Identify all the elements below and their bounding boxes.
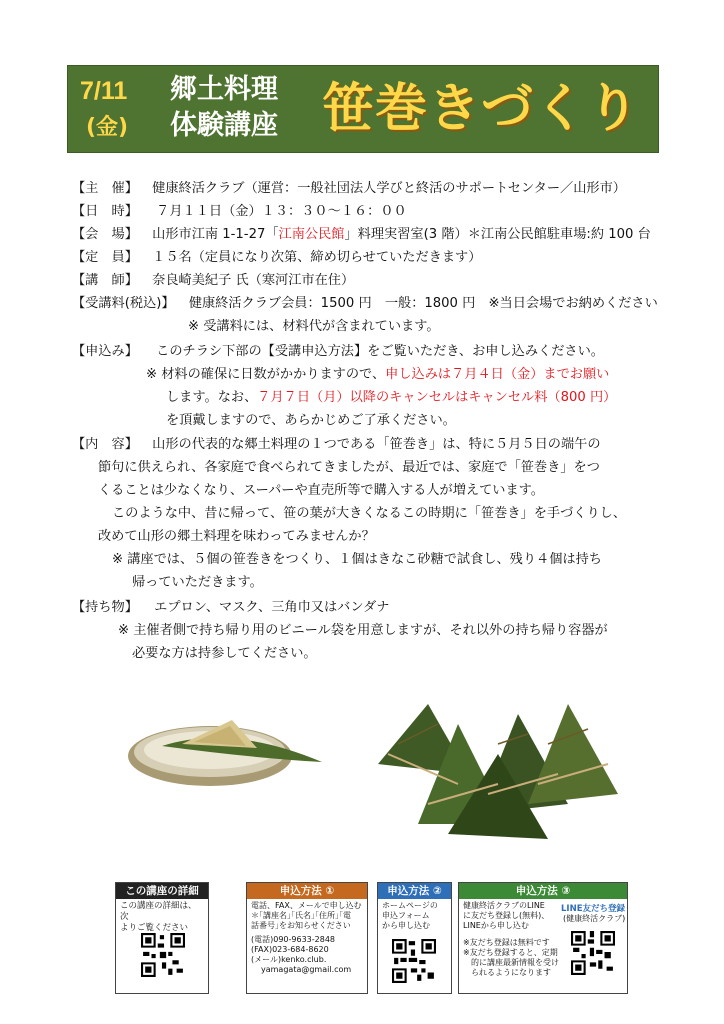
content-note2: 帰っていただきます。: [132, 575, 263, 590]
method3-note2: ※友だち登録すると、定期: [463, 947, 558, 957]
fee-text: 健康終活クラブ会員：1500 円 一般：1800 円 ※当日会場でお納めください: [188, 296, 658, 311]
method3-note4: られるようになります: [471, 968, 551, 978]
event-weekday: (金): [86, 115, 129, 140]
venue-post: 」料理実習室(3 階）＊江南公民館駐車場:約 100 台: [344, 227, 651, 242]
method2-box: [377, 882, 452, 994]
capacity-label: 【定 員】: [72, 250, 138, 265]
bring-note1: ※ 主催者側で持ち帰り用のビニール袋を用意しますが、それ以外の持ち帰り容器が: [118, 623, 608, 638]
subtitle-line2: 体験講座: [170, 110, 278, 141]
content-line3: くることは少なくなり、スーパーや直売所等で購入する人が増えています。: [98, 483, 544, 498]
phone-number[interactable]: (電話)090-9633-2848: [251, 934, 336, 944]
date-label: 【日 時】: [72, 204, 138, 219]
fee-label: 【受講料(税込)】: [72, 296, 175, 311]
venue-pre: 山形市江南 1-1-27「: [152, 227, 279, 242]
line-register-sub: (健康終活クラブ): [563, 914, 626, 923]
method1-line2: ＊｢講座名｣｢氏名｣｢住所｣｢電: [251, 911, 351, 921]
date-row: [72, 203, 407, 221]
fee-row: [72, 295, 658, 313]
capacity-row: [72, 249, 481, 267]
content-label: 【内 容】: [72, 437, 138, 452]
apply-note-line3: を頂戴しますので、あらかじめご了承ください。: [166, 413, 456, 428]
date-text: ７月１１日（金）１３：３０～１６：００: [156, 204, 407, 219]
method3-line3: LINEから申し込む: [463, 921, 529, 931]
details-line1: この講座の詳細は、次: [120, 901, 197, 922]
line-qr-code[interactable]: [571, 931, 615, 975]
bring-note2: 必要な方は持参してください。: [132, 646, 317, 661]
host-row: [72, 180, 626, 198]
sasamaki-bundle-photo: [358, 684, 626, 844]
venue-label: 【会 場】: [72, 227, 138, 242]
content-line1: 山形の代表的な郷土料理の１つである「笹巻き」は、特に５月５日の端午の: [152, 437, 601, 452]
method2-line3: から申し込む: [382, 921, 430, 931]
method2-body: [378, 899, 451, 934]
apply-deadline: 申し込みは７月４日（金）までお願い: [385, 367, 610, 382]
bring-label: 【持ち物】: [72, 600, 138, 615]
details-box: [115, 882, 209, 994]
event-date: 7/11: [80, 77, 128, 105]
teacher-row: [72, 272, 354, 290]
capacity-text: １５名（定員になり次第、締め切らせていただきます）: [152, 250, 482, 265]
details-line2: よりご覧ください: [120, 923, 189, 933]
cancel-fee-notice: ７月７日（月）以降のキャンセルはキャンセル料（800 円）: [257, 390, 617, 405]
fax-number: (FAX)023-684-8620: [251, 944, 329, 954]
method1-box: [246, 882, 368, 994]
teacher-text: 奈良崎美紀子 氏（寒河江市在住）: [152, 273, 355, 288]
method1-header: 申込方法 ①: [247, 883, 367, 899]
banner-subtitle: [170, 72, 278, 144]
form-qr-code[interactable]: [392, 939, 436, 983]
method2-header: 申込方法 ②: [378, 883, 451, 899]
method3-note1: ※友だち登録は無料です: [463, 937, 550, 947]
teacher-label: 【講 師】: [72, 273, 138, 288]
method2-line1: ホームページの: [382, 901, 438, 910]
bring-row: [72, 599, 389, 617]
content-line5: 改めて山形の郷土料理を味わってみませんか？: [98, 529, 375, 544]
subtitle-line1: 郷土料理: [170, 74, 278, 105]
apply-note-line1: [146, 366, 609, 384]
apply-row: [72, 343, 604, 361]
apply-note1-pre: ※ 材料の確保に日数がかかりますので、: [146, 367, 386, 382]
method3-line1: 健康終活クラブのLINE: [463, 901, 545, 910]
apply-note-line2: [166, 389, 616, 407]
apply-text: このチラシ下部の【受講申込方法】をご覧いただき、お申し込みください。: [156, 344, 604, 359]
details-body: [116, 899, 208, 936]
bring-text: エプロン、マスク、三角巾又はバンダナ: [154, 600, 390, 615]
method3-note3: 的に講座最新情報を受け: [471, 958, 559, 968]
details-qr-code[interactable]: [141, 933, 185, 977]
venue-row: [72, 226, 651, 244]
email-line2[interactable]: yamagata@gmail.com: [261, 965, 352, 975]
fee-note: ※ 受講料には、材料代が含まれています。: [188, 319, 440, 334]
content-line2: 節句に供えられ、各家庭で食べられてきましたが、最近では、家庭で「笹巻き」をつ: [98, 460, 600, 475]
page-title: 笹巻きづくり: [322, 78, 641, 139]
host-text: 健康終活クラブ（運営：一般社団法人学びと終活のサポートセンター／山形市）: [152, 181, 626, 196]
content-line4: このような中、昔に帰って、笹の葉が大きくなるこの時期に「笹巻き」を手づくりし、: [112, 506, 627, 521]
method1-line1: 電話、FAX、メールで申し込む: [251, 901, 362, 910]
apply-note2-pre: します。なお、: [166, 390, 258, 405]
host-label: 【主 催】: [72, 181, 138, 196]
details-header: この講座の詳細: [116, 883, 208, 899]
method1-line3: 話番号｣をお知らせください: [251, 921, 351, 931]
apply-label: 【申込み】: [72, 344, 138, 359]
method3-box: [458, 882, 628, 994]
method3-line2: に友だち登録し(無料)、: [463, 911, 550, 921]
content-row: [72, 436, 601, 454]
method3-header: 申込方法 ③: [459, 883, 627, 899]
method2-line2: 申込フォーム: [382, 911, 430, 921]
sasamaki-plate-photo: [122, 684, 344, 824]
venue-name: 江南公民館: [278, 227, 345, 242]
line-register-title: LINE友だち登録: [561, 904, 625, 914]
title-banner: [67, 65, 659, 153]
content-note1: ※ 講座では、５個の笹巻きをつくり、１個はきなこ砂糖で試食し、残り４個は持ち: [112, 552, 602, 567]
method1-body: [247, 899, 367, 977]
email-line1[interactable]: (メール)kenko.club.: [251, 955, 327, 965]
